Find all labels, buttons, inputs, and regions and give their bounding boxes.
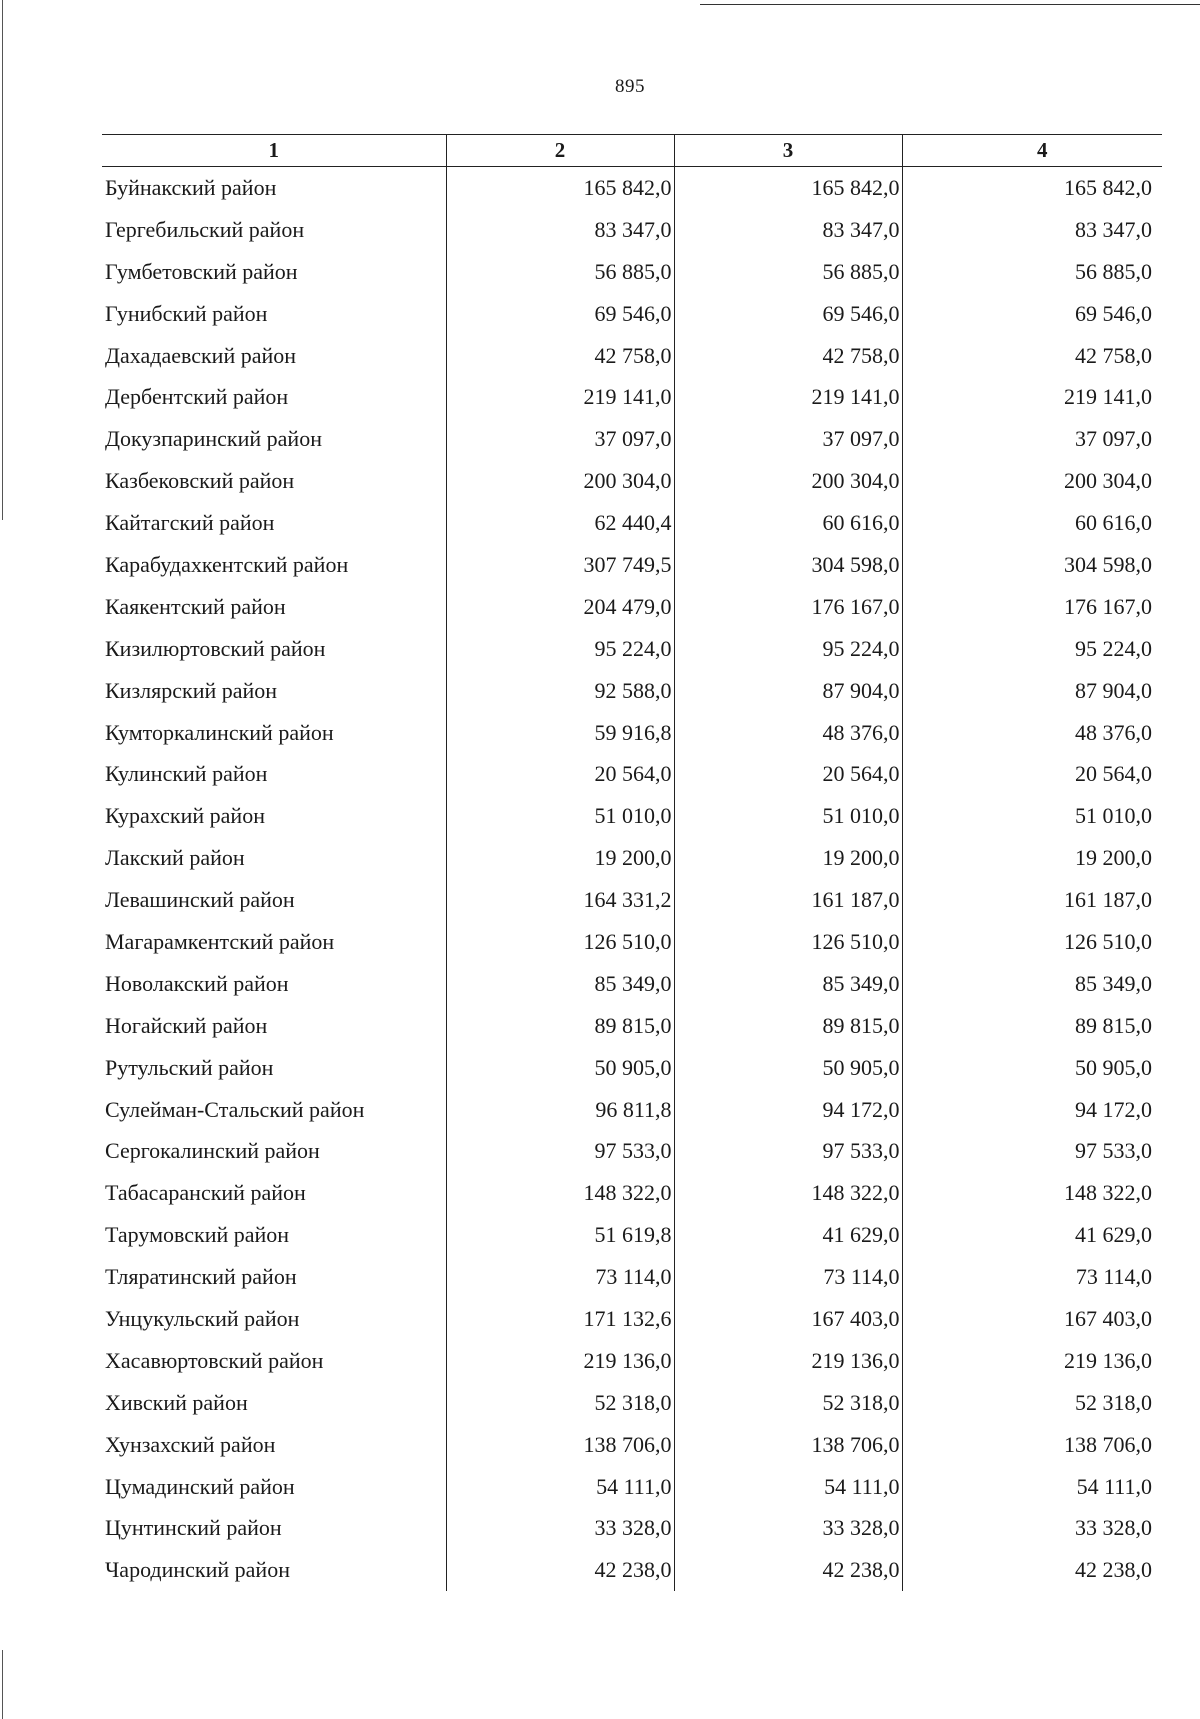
column-4-value-cell: 167 403,0 <box>1064 1305 1152 1331</box>
table-row <box>102 879 1162 921</box>
district-name-cell: Кизлярский район <box>102 670 446 712</box>
column-4-value-cell: 42 238,0 <box>1075 1557 1152 1583</box>
column-header-2: 2 <box>446 135 674 167</box>
column-3-value-cell: 73 114,0 <box>674 1256 902 1298</box>
column-3-value-cell: 54 111,0 <box>674 1466 902 1508</box>
table-row <box>102 418 1162 460</box>
table-row <box>102 963 1162 1005</box>
table-row <box>102 1382 1162 1424</box>
district-name-cell: Цунтинский район <box>102 1508 446 1550</box>
column-4-value-cell: 20 564,0 <box>1075 761 1152 787</box>
district-name-cell: Чародинский район <box>102 1549 446 1591</box>
column-4-value-cell: 126 510,0 <box>1064 928 1152 954</box>
column-4-value-cell: 94 172,0 <box>1075 1096 1152 1122</box>
scan-edge-left-bottom <box>2 1650 3 1719</box>
district-name-cell: Буйнакский район <box>102 167 446 209</box>
table-row <box>102 1466 1162 1508</box>
column-3-value-cell: 95 224,0 <box>674 628 902 670</box>
column-2-value-cell: 51 619,8 <box>446 1214 674 1256</box>
column-3-value-cell: 52 318,0 <box>674 1382 902 1424</box>
column-3-value-cell: 20 564,0 <box>674 753 902 795</box>
column-3-value-cell: 126 510,0 <box>674 921 902 963</box>
column-2-value-cell: 54 111,0 <box>446 1466 674 1508</box>
column-4-value-cell: 37 097,0 <box>1075 426 1152 452</box>
table-row <box>102 628 1162 670</box>
district-name-cell: Казбековский район <box>102 460 446 502</box>
district-name-cell: Дербентский район <box>102 376 446 418</box>
column-3-value-cell: 48 376,0 <box>674 712 902 754</box>
column-2-value-cell: 97 533,0 <box>446 1130 674 1172</box>
column-2-value-cell: 219 136,0 <box>446 1340 674 1382</box>
district-name-cell: Новолакский район <box>102 963 446 1005</box>
column-2-value-cell: 96 811,8 <box>446 1089 674 1131</box>
column-3-value-cell: 42 758,0 <box>674 335 902 377</box>
table-row <box>102 376 1162 418</box>
column-4-value-cell: 176 167,0 <box>1064 593 1152 619</box>
column-2-value-cell: 92 588,0 <box>446 670 674 712</box>
table-row <box>102 1047 1162 1089</box>
column-2-value-cell: 85 349,0 <box>446 963 674 1005</box>
column-3-value-cell: 148 322,0 <box>674 1172 902 1214</box>
column-2-value-cell: 56 885,0 <box>446 251 674 293</box>
table-header <box>102 135 1162 167</box>
column-3-value-cell: 97 533,0 <box>674 1130 902 1172</box>
district-name-cell: Гунибский район <box>102 293 446 335</box>
column-3-value-cell: 219 141,0 <box>674 376 902 418</box>
column-3-value-cell: 304 598,0 <box>674 544 902 586</box>
column-4-value-cell: 148 322,0 <box>1064 1180 1152 1206</box>
column-3-value-cell: 176 167,0 <box>674 586 902 628</box>
column-3-value-cell: 200 304,0 <box>674 460 902 502</box>
column-4-value-cell: 97 533,0 <box>1075 1138 1152 1164</box>
district-name-cell: Левашинский район <box>102 879 446 921</box>
table-row <box>102 502 1162 544</box>
column-3-value-cell: 41 629,0 <box>674 1214 902 1256</box>
column-4-value-cell: 165 842,0 <box>1064 174 1152 200</box>
table-row <box>102 167 1162 209</box>
column-4-value-cell: 219 136,0 <box>1064 1347 1152 1373</box>
column-4-value-cell: 54 111,0 <box>1076 1473 1152 1499</box>
district-name-cell: Сергокалинский район <box>102 1130 446 1172</box>
column-3-value-cell: 167 403,0 <box>674 1298 902 1340</box>
column-4-value-cell: 50 905,0 <box>1075 1054 1152 1080</box>
column-2-value-cell: 95 224,0 <box>446 628 674 670</box>
column-2-value-cell: 52 318,0 <box>446 1382 674 1424</box>
column-2-value-cell: 19 200,0 <box>446 837 674 879</box>
table-row <box>102 670 1162 712</box>
column-header-4: 4 <box>902 135 1162 167</box>
column-2-value-cell: 42 758,0 <box>446 335 674 377</box>
column-3-value-cell: 50 905,0 <box>674 1047 902 1089</box>
column-2-value-cell: 204 479,0 <box>446 586 674 628</box>
column-4-value-cell: 52 318,0 <box>1075 1389 1152 1415</box>
district-name-cell: Дахадаевский район <box>102 335 446 377</box>
table-row <box>102 837 1162 879</box>
column-4-value-cell: 19 200,0 <box>1075 845 1152 871</box>
column-2-value-cell: 126 510,0 <box>446 921 674 963</box>
district-name-cell: Курахский район <box>102 795 446 837</box>
column-4-value-cell: 41 629,0 <box>1075 1222 1152 1248</box>
table-row <box>102 293 1162 335</box>
column-4-value-cell: 87 904,0 <box>1075 677 1152 703</box>
district-name-cell: Лакский район <box>102 837 446 879</box>
district-name-cell: Хасавюртовский район <box>102 1340 446 1382</box>
column-2-value-cell: 200 304,0 <box>446 460 674 502</box>
column-2-value-cell: 51 010,0 <box>446 795 674 837</box>
table-row <box>102 335 1162 377</box>
district-name-cell: Кизилюртовский район <box>102 628 446 670</box>
column-4-value-cell: 51 010,0 <box>1075 803 1152 829</box>
column-4-value-cell: 60 616,0 <box>1075 510 1152 536</box>
column-3-value-cell: 19 200,0 <box>674 837 902 879</box>
table-row <box>102 1005 1162 1047</box>
column-3-value-cell: 85 349,0 <box>674 963 902 1005</box>
table-row <box>102 1130 1162 1172</box>
district-name-cell: Гергебильский район <box>102 209 446 251</box>
district-name-cell: Кумторкалинский район <box>102 712 446 754</box>
district-name-cell: Кайтагский район <box>102 502 446 544</box>
district-name-cell: Унцукульский район <box>102 1298 446 1340</box>
column-4-value-cell: 304 598,0 <box>1064 551 1152 577</box>
table-row <box>102 1549 1162 1591</box>
table-row <box>102 544 1162 586</box>
column-header-1: 1 <box>102 135 446 167</box>
column-2-value-cell: 164 331,2 <box>446 879 674 921</box>
column-2-value-cell: 138 706,0 <box>446 1424 674 1466</box>
column-3-value-cell: 37 097,0 <box>674 418 902 460</box>
district-name-cell: Докузпаринский район <box>102 418 446 460</box>
district-name-cell: Ногайский район <box>102 1005 446 1047</box>
column-3-value-cell: 83 347,0 <box>674 209 902 251</box>
column-4-value-cell: 219 141,0 <box>1064 384 1152 410</box>
column-2-value-cell: 307 749,5 <box>446 544 674 586</box>
page-number: 895 <box>615 76 645 97</box>
column-3-value-cell: 56 885,0 <box>674 251 902 293</box>
district-name-cell: Сулейман-Стальский район <box>102 1089 446 1131</box>
column-4-value-cell: 42 758,0 <box>1075 342 1152 368</box>
district-name-cell: Тляратинский район <box>102 1256 446 1298</box>
column-2-value-cell: 59 916,8 <box>446 712 674 754</box>
table-row <box>102 1340 1162 1382</box>
column-3-value-cell: 138 706,0 <box>674 1424 902 1466</box>
district-name-cell: Гумбетовский район <box>102 251 446 293</box>
table-row <box>102 1424 1162 1466</box>
table-row <box>102 712 1162 754</box>
column-3-value-cell: 33 328,0 <box>674 1508 902 1550</box>
column-4-value-cell: 33 328,0 <box>1075 1515 1152 1541</box>
column-4-value-cell: 69 546,0 <box>1075 300 1152 326</box>
table-row <box>102 921 1162 963</box>
column-2-value-cell: 33 328,0 <box>446 1508 674 1550</box>
table-row <box>102 586 1162 628</box>
table-row <box>102 209 1162 251</box>
district-name-cell: Рутульский район <box>102 1047 446 1089</box>
table-row <box>102 1214 1162 1256</box>
column-3-value-cell: 87 904,0 <box>674 670 902 712</box>
column-3-value-cell: 51 010,0 <box>674 795 902 837</box>
table-row <box>102 753 1162 795</box>
column-2-value-cell: 89 815,0 <box>446 1005 674 1047</box>
column-4-value-cell: 73 114,0 <box>1075 1264 1152 1290</box>
district-table <box>102 134 1162 1591</box>
column-4-value-cell: 48 376,0 <box>1075 719 1152 745</box>
column-4-value-cell: 200 304,0 <box>1064 468 1152 494</box>
column-2-value-cell: 42 238,0 <box>446 1549 674 1591</box>
column-2-value-cell: 62 440,4 <box>446 502 674 544</box>
column-3-value-cell: 42 238,0 <box>674 1549 902 1591</box>
column-2-value-cell: 219 141,0 <box>446 376 674 418</box>
district-name-cell: Тарумовский район <box>102 1214 446 1256</box>
column-2-value-cell: 171 132,6 <box>446 1298 674 1340</box>
column-4-value-cell: 85 349,0 <box>1075 970 1152 996</box>
district-name-cell: Магарамкентский район <box>102 921 446 963</box>
column-2-value-cell: 165 842,0 <box>446 167 674 209</box>
column-4-value-cell: 138 706,0 <box>1064 1431 1152 1457</box>
table-row <box>102 1508 1162 1550</box>
column-4-value-cell: 56 885,0 <box>1075 258 1152 284</box>
table-row <box>102 1298 1162 1340</box>
column-2-value-cell: 50 905,0 <box>446 1047 674 1089</box>
district-name-cell: Каякентский район <box>102 586 446 628</box>
table-row <box>102 795 1162 837</box>
column-header-3: 3 <box>674 135 902 167</box>
column-3-value-cell: 161 187,0 <box>674 879 902 921</box>
column-4-value-cell: 95 224,0 <box>1075 635 1152 661</box>
column-2-value-cell: 69 546,0 <box>446 293 674 335</box>
column-3-value-cell: 60 616,0 <box>674 502 902 544</box>
district-name-cell: Карабудахкентский район <box>102 544 446 586</box>
scan-edge-top <box>700 4 1200 5</box>
column-4-value-cell: 161 187,0 <box>1064 887 1152 913</box>
column-2-value-cell: 148 322,0 <box>446 1172 674 1214</box>
column-4-value-cell: 89 815,0 <box>1075 1012 1152 1038</box>
district-name-cell: Хивский район <box>102 1382 446 1424</box>
table-row <box>102 1089 1162 1131</box>
district-name-cell: Кулинский район <box>102 753 446 795</box>
column-3-value-cell: 94 172,0 <box>674 1089 902 1131</box>
column-2-value-cell: 37 097,0 <box>446 418 674 460</box>
table-row <box>102 1256 1162 1298</box>
table-row <box>102 460 1162 502</box>
district-name-cell: Табасаранский район <box>102 1172 446 1214</box>
header-row <box>102 135 1162 167</box>
column-2-value-cell: 20 564,0 <box>446 753 674 795</box>
table-body <box>102 167 1162 1592</box>
column-3-value-cell: 165 842,0 <box>674 167 902 209</box>
district-name-cell: Хунзахский район <box>102 1424 446 1466</box>
district-name-cell: Цумадинский район <box>102 1466 446 1508</box>
column-3-value-cell: 219 136,0 <box>674 1340 902 1382</box>
column-3-value-cell: 89 815,0 <box>674 1005 902 1047</box>
column-2-value-cell: 73 114,0 <box>446 1256 674 1298</box>
table-row <box>102 1172 1162 1214</box>
column-3-value-cell: 69 546,0 <box>674 293 902 335</box>
column-4-value-cell: 83 347,0 <box>1075 216 1152 242</box>
column-2-value-cell: 83 347,0 <box>446 209 674 251</box>
table-row <box>102 251 1162 293</box>
